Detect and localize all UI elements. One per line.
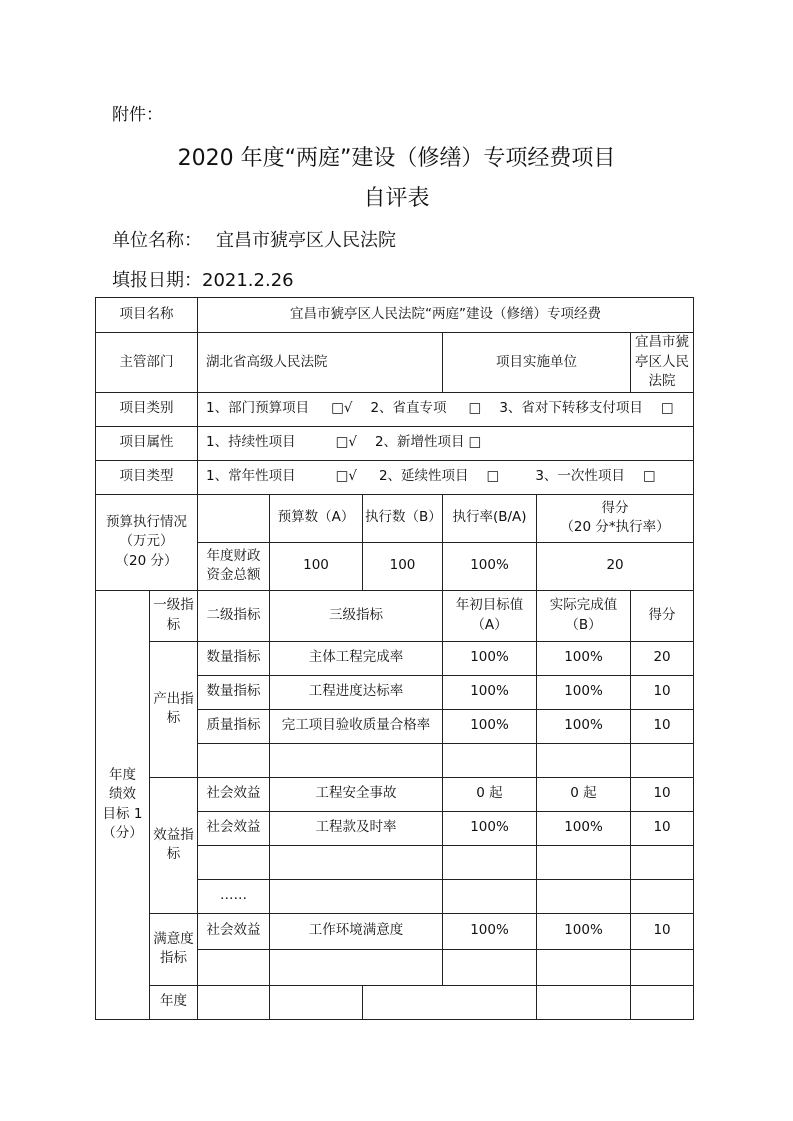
budget-label-line-1: 预算执行情况 [106,513,187,530]
attribute-option-1: 1、持续性项目 [206,434,296,451]
head-score: 得分 [631,590,694,641]
budget-rate-value: 100% [443,542,537,590]
attachment-label: 附件： [112,105,163,125]
row-budget-header [96,494,694,542]
head-actual-line-2: （B） [565,616,602,633]
empty-cell [443,949,537,985]
checkbox-checked-icon: □√ [335,468,357,485]
attribute-label: 项目属性 [96,426,198,460]
budget-label [96,494,198,590]
head-actual-line-1: 实际完成值 [549,597,618,614]
document-title: 2020 年度“两庭”建设（修缮）专项经费项目 [177,146,616,171]
fill-date-line [112,266,294,292]
empty-cell [537,879,631,913]
budget-col-score [537,494,694,542]
perf-label-line-1: 年度 [109,766,136,783]
head-target-line-1: 年初目标值 [455,597,524,614]
empty-cell [270,845,443,879]
checkbox-empty-icon: □ [468,434,482,451]
empty-cell [537,985,631,1019]
document-subtitle: 自评表 [363,186,430,211]
head-target-line-2: （A） [471,616,508,633]
budget-b-value: 100 [363,542,443,590]
indicator-score: 10 [631,709,694,743]
row-category [96,392,694,426]
budget-col-rate: 执行率(B/A) [443,494,537,542]
empty-cell [443,879,537,913]
head-actual [537,590,631,641]
empty-cell [270,743,443,777]
indicator-l3: 工程款及时率 [270,811,443,845]
empty-cell [631,743,694,777]
indicator-target: 100% [443,709,537,743]
empty-cell [631,845,694,879]
category-option-2: 2、省直专项 [370,400,447,417]
indicator-target: 100% [443,811,537,845]
indicator-target: 100% [443,641,537,675]
perf-label-line-2: 绩效 [109,786,136,803]
dept-value: 湖北省高级人民法院 [198,333,443,393]
table-row-last [96,985,694,1019]
empty-cell [631,985,694,1019]
impl-unit-value: 宜昌市猇亭区人民法院 [631,333,694,393]
indicator-actual: 100% [537,913,631,949]
unit-name-label: 单位名称： [112,230,202,251]
empty-cell [443,845,537,879]
row-project-name [96,298,694,333]
attribute-options [198,426,694,460]
project-name-label: 项目名称 [96,298,198,333]
indicator-score: 20 [631,641,694,675]
budget-empty-cell [198,494,270,542]
category-option-1: 1、部门预算项目 [206,400,310,417]
budget-col-score-line-2: （20 分*执行率） [560,519,670,536]
indicator-l3: 工程进度达标率 [270,675,443,709]
indicator-l2: 社会效益 [198,777,270,811]
budget-label-line-2: （万元） [119,533,174,550]
perf-label-line-3: 目标 1 [102,805,143,822]
empty-cell [198,743,270,777]
indicator-actual: 100% [537,641,631,675]
checkbox-checked-icon: □√ [331,400,353,417]
indicator-l2: 数量指标 [198,641,270,675]
dept-label: 主管部门 [96,333,198,393]
empty-cell [537,743,631,777]
head-level3: 三级指标 [270,590,443,641]
indicator-target: 100% [443,675,537,709]
attribute-option-2: 2、新增性项目 [374,434,465,451]
unit-name-line [112,226,396,252]
empty-cell [631,949,694,985]
type-option-3: 3、一次性项目 [535,468,625,485]
satisfaction-indicator-label: 满意度指标 [150,913,198,985]
budget-col-b: 执行数（B） [363,494,443,542]
indicator-actual: 100% [537,675,631,709]
self-evaluation-table [95,297,694,1020]
empty-cell [198,845,270,879]
indicator-l2: 数量指标 [198,675,270,709]
budget-score-value: 20 [537,542,694,590]
empty-cell [363,985,537,1019]
impl-unit-label: 项目实施单位 [443,333,631,393]
indicator-score: 10 [631,777,694,811]
indicator-l2: 社会效益 [198,811,270,845]
ellipsis-cell: …… [198,879,270,913]
category-option-3: 3、省对下转移支付项目 [499,400,643,417]
project-name-value: 宜昌市猇亭区人民法院“两庭”建设（修缮）专项经费 [198,298,694,333]
unit-name-value: 宜昌市猇亭区人民法院 [216,230,396,251]
table-row [96,777,694,811]
indicator-score: 10 [631,913,694,949]
empty-cell [443,743,537,777]
indicator-actual: 0 起 [537,777,631,811]
category-options [198,392,694,426]
row-type [96,460,694,494]
empty-cell [270,879,443,913]
empty-cell [537,845,631,879]
indicator-l3: 完工项目验收质量合格率 [270,709,443,743]
head-target [443,590,537,641]
fill-date-label: 填报日期： [112,270,202,291]
checkbox-empty-icon: □ [468,400,482,417]
type-option-2: 2、延续性项目 [378,468,469,485]
empty-cell [270,949,443,985]
type-option-1: 1、常年性项目 [206,468,296,485]
empty-cell [198,985,270,1019]
fill-date-value: 2021.2.26 [202,270,294,291]
last-row-label: 年度 [150,985,198,1019]
head-level1: 一级指标 [150,590,198,641]
indicator-score: 10 [631,675,694,709]
perf-label [96,590,150,1019]
empty-cell [270,985,363,1019]
budget-col-a: 预算数（A） [270,494,363,542]
checkbox-checked-icon: □√ [335,434,357,451]
empty-cell [198,949,270,985]
budget-label-line-3: （20 分） [115,552,178,569]
empty-cell [537,949,631,985]
indicator-target: 100% [443,913,537,949]
indicator-target: 0 起 [443,777,537,811]
effect-indicator-label: 效益指标 [150,777,198,913]
indicator-actual: 100% [537,709,631,743]
budget-row-label: 年度财政资金总额 [198,542,270,590]
indicator-score: 10 [631,811,694,845]
perf-label-line-4: （分） [102,825,143,842]
indicator-l2: 质量指标 [198,709,270,743]
indicator-l2: 社会效益 [198,913,270,949]
output-indicator-label: 产出指标 [150,641,198,777]
table-row [96,641,694,675]
row-department [96,333,694,393]
head-level2: 二级指标 [198,590,270,641]
empty-cell [631,879,694,913]
budget-a-value: 100 [270,542,363,590]
budget-col-score-line-1: 得分 [601,499,629,516]
checkbox-empty-icon: □ [642,468,656,485]
category-label: 项目类别 [96,392,198,426]
indicator-l3: 主体工程完成率 [270,641,443,675]
checkbox-empty-icon: □ [660,400,674,417]
indicator-l3: 工作环境满意度 [270,913,443,949]
row-indicator-header [96,590,694,641]
row-attribute [96,426,694,460]
checkbox-empty-icon: □ [486,468,500,485]
type-label: 项目类型 [96,460,198,494]
type-options [198,460,694,494]
indicator-l3: 工程安全事故 [270,777,443,811]
indicator-actual: 100% [537,811,631,845]
table-row [96,913,694,949]
